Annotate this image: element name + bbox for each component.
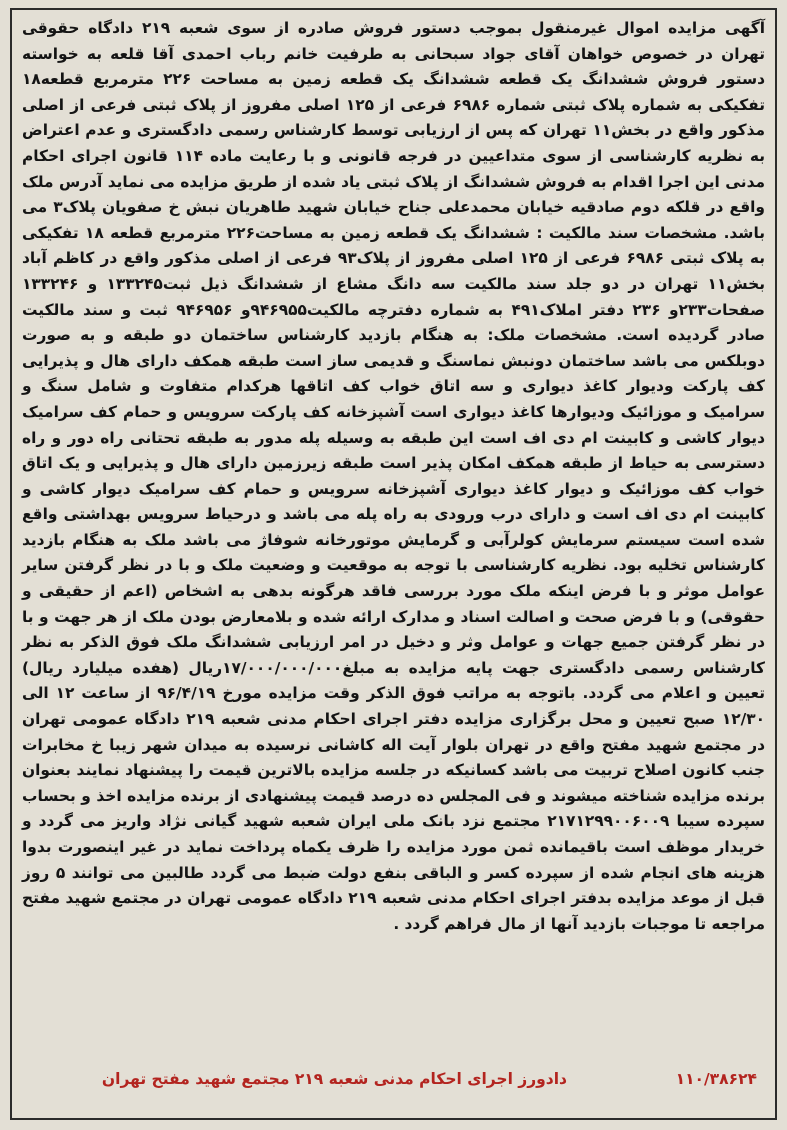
notice-footer	[30, 1066, 757, 1096]
notice-reference-number: ۱۱۰/۳۸۶۲۴	[675, 1070, 757, 1088]
notice-issuer: دادورز اجرای احکام مدنی شعبه ۲۱۹ مجتمع شهید مفتح تهران	[101, 1070, 567, 1088]
notice-body: آگهی مزایده اموال غیرمنقول بموجب دستور فروش صادره از سوی شعبه ۲۱۹ دادگاه حقوقی تهران در خصوص خواهان آقای جواد سبحانی به طرفیت خانم رباب احمدی آقا قلعه به خواسته دستور فروش ششدانگ یک قطعه ششدانگ یک قطعه زمین به مساحت ۲۲۶ مترمربع قطعه۱۸ تفکیکی به شماره پلاک ثبتی شماره ۶۹۸۶ فرعی از ۱۲۵ اصلی مفروز از پلاک ثبتی فرعی از اصلی مذکور واقع در بخش۱۱ تهران که پس از ارزیابی توسط کارشناس رسمی دادگستری و عدم اعتراض به نظریه کارشناسی از سوی متداعیین در فرجه قانونی و با رعایت ماده ۱۱۴ قانون اجرای احکام مدنی این اجرا اقدام به فروش ششدانگ از پلاک ثبتی یاد شده از طریق مزایده می نماید آدرس ملک واقع در قلکه دوم صادقیه خیابان محمدعلی جناح خیابان شهید طاهریان نبش خ صفویان پلاک۳ می باشد. مشخصات سند مالکیت : ششدانگ یک قطعه زمین به مساحت۲۲۶ مترمربع قطعه ۱۸ تفکیکی به پلاک ثبتی ۶۹۸۶ فرعی از ۱۲۵ اصلی مفروز از پلاک۹۳ فرعی از اصلی مذکور واقع در کاظم آباد بخش۱۱ تهران در دو جلد سند مالکیت سه دانگ مشاع از ششدانگ ذیل ثبت۱۳۳۲۴۵ و ۱۳۳۲۴۶ صفحات۲۳۳و ۲۳۶ دفتر املاک۴۹۱ به شماره دفترچه مالکیت۹۴۶۹۵۵و ۹۴۶۹۵۶ ثبت و سند مالکیت صادر گردیده است. مشخصات ملک: به هنگام بازدید کارشناس ساختمان دو طبقه و به صورت دوبلکس می باشد ساختمان دونبش نماسنگ و قدیمی ساز است طبقه همکف دارای هال و پذیرایی کف پارکت ودیوار کاغذ دیواری و سه اتاق خواب کف اتاقها هرکدام متفاوت و شامل سنگ و سرامیک و موزائیک ودیوارها کاغذ دیواری است آشپزخانه کف پارکت سرویس و حمام کف سرامیک دیوار کاشی و کابینت ام دی اف است این طبقه به وسیله پله مدور به طبقه تحتانی راه دور و راه دسترسی به حیاط از طبقه همکف امکان پذیر است طبقه زیرزمین دارای هال و پذیرایی و یک اتاق خواب کف موزائیک و دیوار کاغذ دیواری آشپزخانه سرویس و حمام کف سرامیک دیوار کاشی و کابینت ام دی اف است و دارای درب ورودی به راه پله می باشد و درحیاط سرویس بهداشتی واقع شده است سیستم سرمایش کولرآبی و گرمایش موتورخانه شوفاژ می باشد ملک به هنگام بازدید کارشناس تخلیه بود. نظریه کارشناسی با توجه به موقعیت و وضعیت ملک و با در نظر گرفتن سایر عوامل موثر و با فرض اینکه ملک مورد بررسی فاقد هرگونه بدهی به اشخاص (اعم از حقیقی و حقوقی) و با فرض صحت و اصالت اسناد و مدارک ارائه شده و بلامعارض بودن ملک از هر جهت و با در نظر گرفتن جمیع جهات و عوامل وثر و دخیل در امر ارزیابی ششدانگ ملک فوق الذکر به نظر کارشناس رسمی دادگستری جهت پایه مزایده به مبلغ۱۷/۰۰۰/۰۰۰/۰۰۰ریال (هفده میلیارد ریال) تعیین و اعلام می گردد. باتوجه به مراتب فوق الذکر وقت مزایده مورخ ۹۶/۴/۱۹ از ساعت ۱۲ الی ۱۲/۳۰ صبح تعیین و محل برگزاری مزایده دفتر اجرای احکام مدنی شعبه ۲۱۹ دادگاه عمومی تهران در مجتمع شهید مفتح واقع در تهران بلوار آیت اله کاشانی نرسیده به میدان شهر زیبا خ مخابرات جنب کانون اصلاح تربیت می باشد کسانیکه در جلسه مزایده بالاترین قیمت را پیشنهاد نمایند بعنوان برنده مزایده شناخته میشوند و فی المجلس ده درصد قیمت پیشنهادی از برنده مزایده اخذ و بحساب سپرده سیبا ۲۱۷۱۲۹۹۰۰۶۰۰۹ مجتمع نزد بانک ملی ایران شعبه شهید گیانی نژاد واریز می گردد و خریدار موظف است باقیمانده ثمن مورد مزایده را ظرف یکماه پرداخت نماید در غیر اینصورت بدوا هزینه های انجام شده از سپرده کسر و الباقی بنفع دولت ضبط می گردد طالبین می توانند ۵ روز قبل از موعد مزایده بدفتر اجرای احکام مدنی شعبه ۲۱۹ دادگاه عمومی تهران در مجتمع شهید مفتح مراجعه تا موجبات بازدید آنها از مال فراهم گردد .	[22, 19, 766, 933]
